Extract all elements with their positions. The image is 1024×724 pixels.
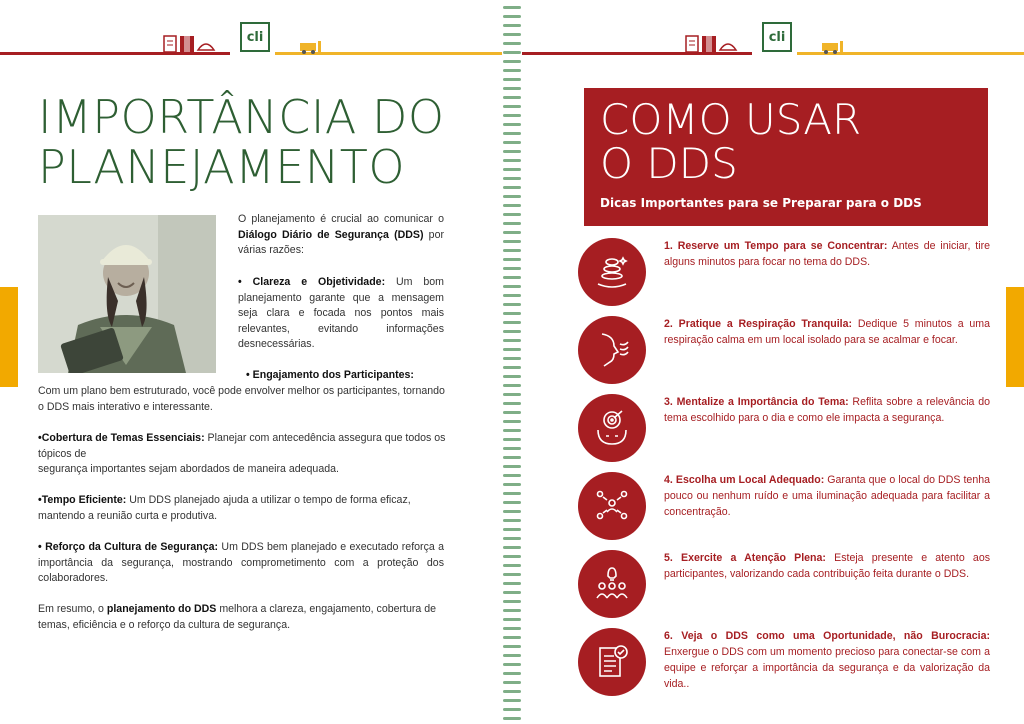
tip-text (664, 628, 990, 692)
tip-body: Reflita sobre a relevância do tema escolhido para o dia e como ele impacta a segurança. (664, 396, 990, 424)
tip-item (578, 238, 990, 308)
spiral-coil (503, 186, 521, 189)
spiral-coil (503, 465, 521, 468)
tip-text (664, 550, 990, 582)
spiral-coil (503, 708, 521, 711)
spiral-coil (503, 177, 521, 180)
item-reforco (38, 540, 444, 587)
safety-gear-icon (162, 30, 218, 54)
spiral-coil (503, 600, 521, 603)
spiral-coil (503, 312, 521, 315)
spiral-coil (503, 528, 521, 531)
spiral-coil (503, 357, 521, 360)
logo-text: cli (246, 29, 264, 45)
spiral-coil (503, 132, 521, 135)
tip-title: 5. Exercite a Atenção Plena: (664, 552, 826, 564)
summary-suffix: melhora a clareza, engajamento, cobertura de temas, eficiência e o reforço da cultura de segurança. (38, 603, 437, 631)
spiral-coil (503, 366, 521, 369)
spiral-coil (503, 267, 521, 270)
page-title (38, 92, 445, 192)
spiral-coil (503, 105, 521, 108)
spiral-coil (503, 339, 521, 342)
spiral-coil (503, 663, 521, 666)
item-engajamento-text (38, 384, 448, 415)
intro-paragraph (238, 212, 444, 259)
title-line-1: COMO USAR (600, 95, 862, 144)
spiral-coil (503, 645, 521, 648)
item-text: Um bom planejamento garante que a mensagem seja clara e focada nos pontos mais relevantes, evitando informações desnecessárias. (238, 276, 444, 350)
spiral-coil (503, 123, 521, 126)
spiral-coil (503, 348, 521, 351)
spiral-coil (503, 78, 521, 81)
tip-text (664, 394, 990, 426)
spiral-coil (503, 537, 521, 540)
tip-item (578, 628, 990, 698)
spiral-coil (503, 393, 521, 396)
spiral-coil (503, 492, 521, 495)
intro-text: O planejamento é crucial ao comunicar o (238, 213, 444, 225)
spiral-coil (503, 285, 521, 288)
tip-body: Enxergue o DDS com um momento precioso para conectar-se com a equipe e reforçar a importância da segurança e da valorização da vida.. (664, 646, 990, 690)
page-title (600, 95, 862, 188)
spiral-coil (503, 159, 521, 162)
item-text: Um DDS bem planejado e executado reforça a importância da segurança, mostrando comprometimento com a proteção dos colaboradores. (38, 541, 445, 584)
intro-suffix: por várias razões: (238, 228, 444, 256)
brand-logo (240, 22, 270, 52)
spiral-coil (503, 591, 521, 594)
spiral-coil (503, 627, 521, 630)
spiral-coil (503, 222, 521, 225)
tip-item (578, 394, 990, 464)
spiral-coil (503, 24, 521, 27)
spiral-coil (503, 456, 521, 459)
spiral-coil (503, 672, 521, 675)
page-subtitle: Dicas Importantes para se Preparar para o DDS (600, 196, 922, 210)
spiral-coil (503, 114, 521, 117)
people-focus-icon (578, 472, 646, 540)
spiral-coil (503, 15, 521, 18)
checklist-icon (578, 628, 646, 696)
tip-item (578, 472, 990, 542)
summary-bold: planejamento do DDS (106, 603, 217, 615)
spiral-coil (503, 204, 521, 207)
tip-body: Antes de iniciar, tire alguns minutos para focar no tema do DDS. (664, 240, 990, 268)
spiral-coil (503, 681, 521, 684)
worker-photo (38, 215, 216, 373)
spiral-coil (503, 546, 521, 549)
spiral-coil (503, 609, 521, 612)
spiral-coil (503, 519, 521, 522)
target-head-icon (578, 394, 646, 462)
spiral-coil (503, 510, 521, 513)
spiral-coil (503, 150, 521, 153)
item-title: •Cobertura de Temas Essenciais: (38, 432, 205, 444)
spiral-coil (503, 654, 521, 657)
tip-title: 3. Mentalize a Importância do Tema: (664, 396, 849, 408)
spiral-coil (503, 330, 521, 333)
item-text-2: segurança importantes sejam abordados de maneira adequada. (38, 463, 339, 475)
tip-text (664, 316, 990, 348)
item-title: • Reforço da Cultura de Segurança: (38, 541, 219, 553)
tip-text (664, 472, 990, 520)
spiral-coil (503, 447, 521, 450)
spiral-coil (503, 258, 521, 261)
side-tab-left (0, 287, 18, 387)
spiral-coil (503, 69, 521, 72)
tip-item (578, 316, 990, 386)
spiral-coil (503, 276, 521, 279)
spiral-coil (503, 141, 521, 144)
forklift-icon (818, 40, 852, 54)
spiral-coil (503, 42, 521, 45)
item-tempo (38, 493, 448, 524)
title-banner (584, 88, 988, 226)
spiral-coil (503, 96, 521, 99)
spiral-coil (503, 384, 521, 387)
safety-gear-icon (684, 30, 740, 54)
spiral-coil (503, 474, 521, 477)
title-line-2: O DDS (600, 139, 738, 188)
tip-title: 4. Escolha um Local Adequado: (664, 474, 825, 486)
title-line-2: PLANEJAMENTO (38, 140, 406, 194)
spiral-coil (503, 375, 521, 378)
spiral-coil (503, 231, 521, 234)
spiral-coil (503, 420, 521, 423)
summary-text: Em resumo, o (38, 603, 107, 615)
spiral-coil (503, 618, 521, 621)
spiral-coil (503, 717, 521, 720)
spiral-coil (503, 501, 521, 504)
forklift-icon (296, 40, 330, 54)
spiral-coil (503, 555, 521, 558)
spiral-coil (503, 303, 521, 306)
spiral-coil (503, 636, 521, 639)
item-title: • Clareza e Objetividade: (238, 276, 386, 288)
spiral-coil (503, 411, 521, 414)
spiral-coil (503, 483, 521, 486)
brand-logo (762, 22, 792, 52)
spiral-coil (503, 321, 521, 324)
item-clareza (238, 275, 444, 353)
left-page (0, 0, 502, 724)
title-line-1: IMPORTÂNCIA DO (38, 90, 445, 144)
logo-text: cli (768, 29, 786, 45)
spiral-coil (503, 582, 521, 585)
item-text: Planejar com antecedência assegura que todos os tópicos de (38, 432, 446, 460)
spiral-coil (503, 60, 521, 63)
spiral-coil (503, 249, 521, 252)
spiral-coil (503, 195, 521, 198)
spiral-coil (503, 33, 521, 36)
item-engajamento-title (246, 368, 414, 384)
spiral-coil (503, 87, 521, 90)
spiral-coil (503, 51, 521, 54)
spiral-coil (503, 402, 521, 405)
item-text: Com um plano bem estruturado, você pode envolver melhor os participantes, tornando o DDS mais interativo e interessante. (38, 385, 445, 413)
group-idea-icon (578, 550, 646, 618)
spiral-coil (503, 213, 521, 216)
meditation-icon (578, 238, 646, 306)
item-title: •Tempo Eficiente: (38, 494, 127, 506)
spiral-coil (503, 429, 521, 432)
tip-text (664, 238, 990, 270)
item-cobertura (38, 431, 448, 478)
summary-paragraph (38, 602, 448, 633)
spiral-binding (502, 0, 522, 724)
tip-title: 1. Reserve um Tempo para se Concentrar: (664, 240, 888, 252)
tip-title: 2. Pratique a Respiração Tranquila: (664, 318, 853, 330)
intro-bold: Diálogo Diário de Segurança (DDS) (238, 228, 424, 241)
tip-body: Esteja presente e atento aos participantes, valorizando cada contribuição feita durante o DDS. (664, 552, 991, 580)
spiral-coil (503, 690, 521, 693)
tip-item (578, 550, 990, 620)
tip-body: Dedique 5 minutos a uma respiração calma em um local isolado para se acalmar e focar. (664, 318, 990, 346)
spiral-coil (503, 699, 521, 702)
breathing-face-icon (578, 316, 646, 384)
spiral-coil (503, 240, 521, 243)
spiral-coil (503, 564, 521, 567)
tip-body: Garanta que o local do DDS tenha pouco ou nenhum ruído e uma iluminação adequada para facilitar a concentração. (664, 474, 990, 518)
spiral-coil (503, 6, 521, 9)
spiral-coil (503, 573, 521, 576)
spiral-coil (503, 168, 521, 171)
spiral-coil (503, 438, 521, 441)
spiral-coil (503, 294, 521, 297)
item-title: • Engajamento dos Participantes: (246, 369, 414, 381)
tip-title: 6. Veja o DDS como uma Oportunidade, não Burocracia: (664, 630, 990, 642)
side-tab-right (1006, 287, 1024, 387)
item-text: Um DDS planejado ajuda a utilizar o tempo de forma eficaz, mantendo a reunião curta e produtiva. (38, 494, 411, 522)
